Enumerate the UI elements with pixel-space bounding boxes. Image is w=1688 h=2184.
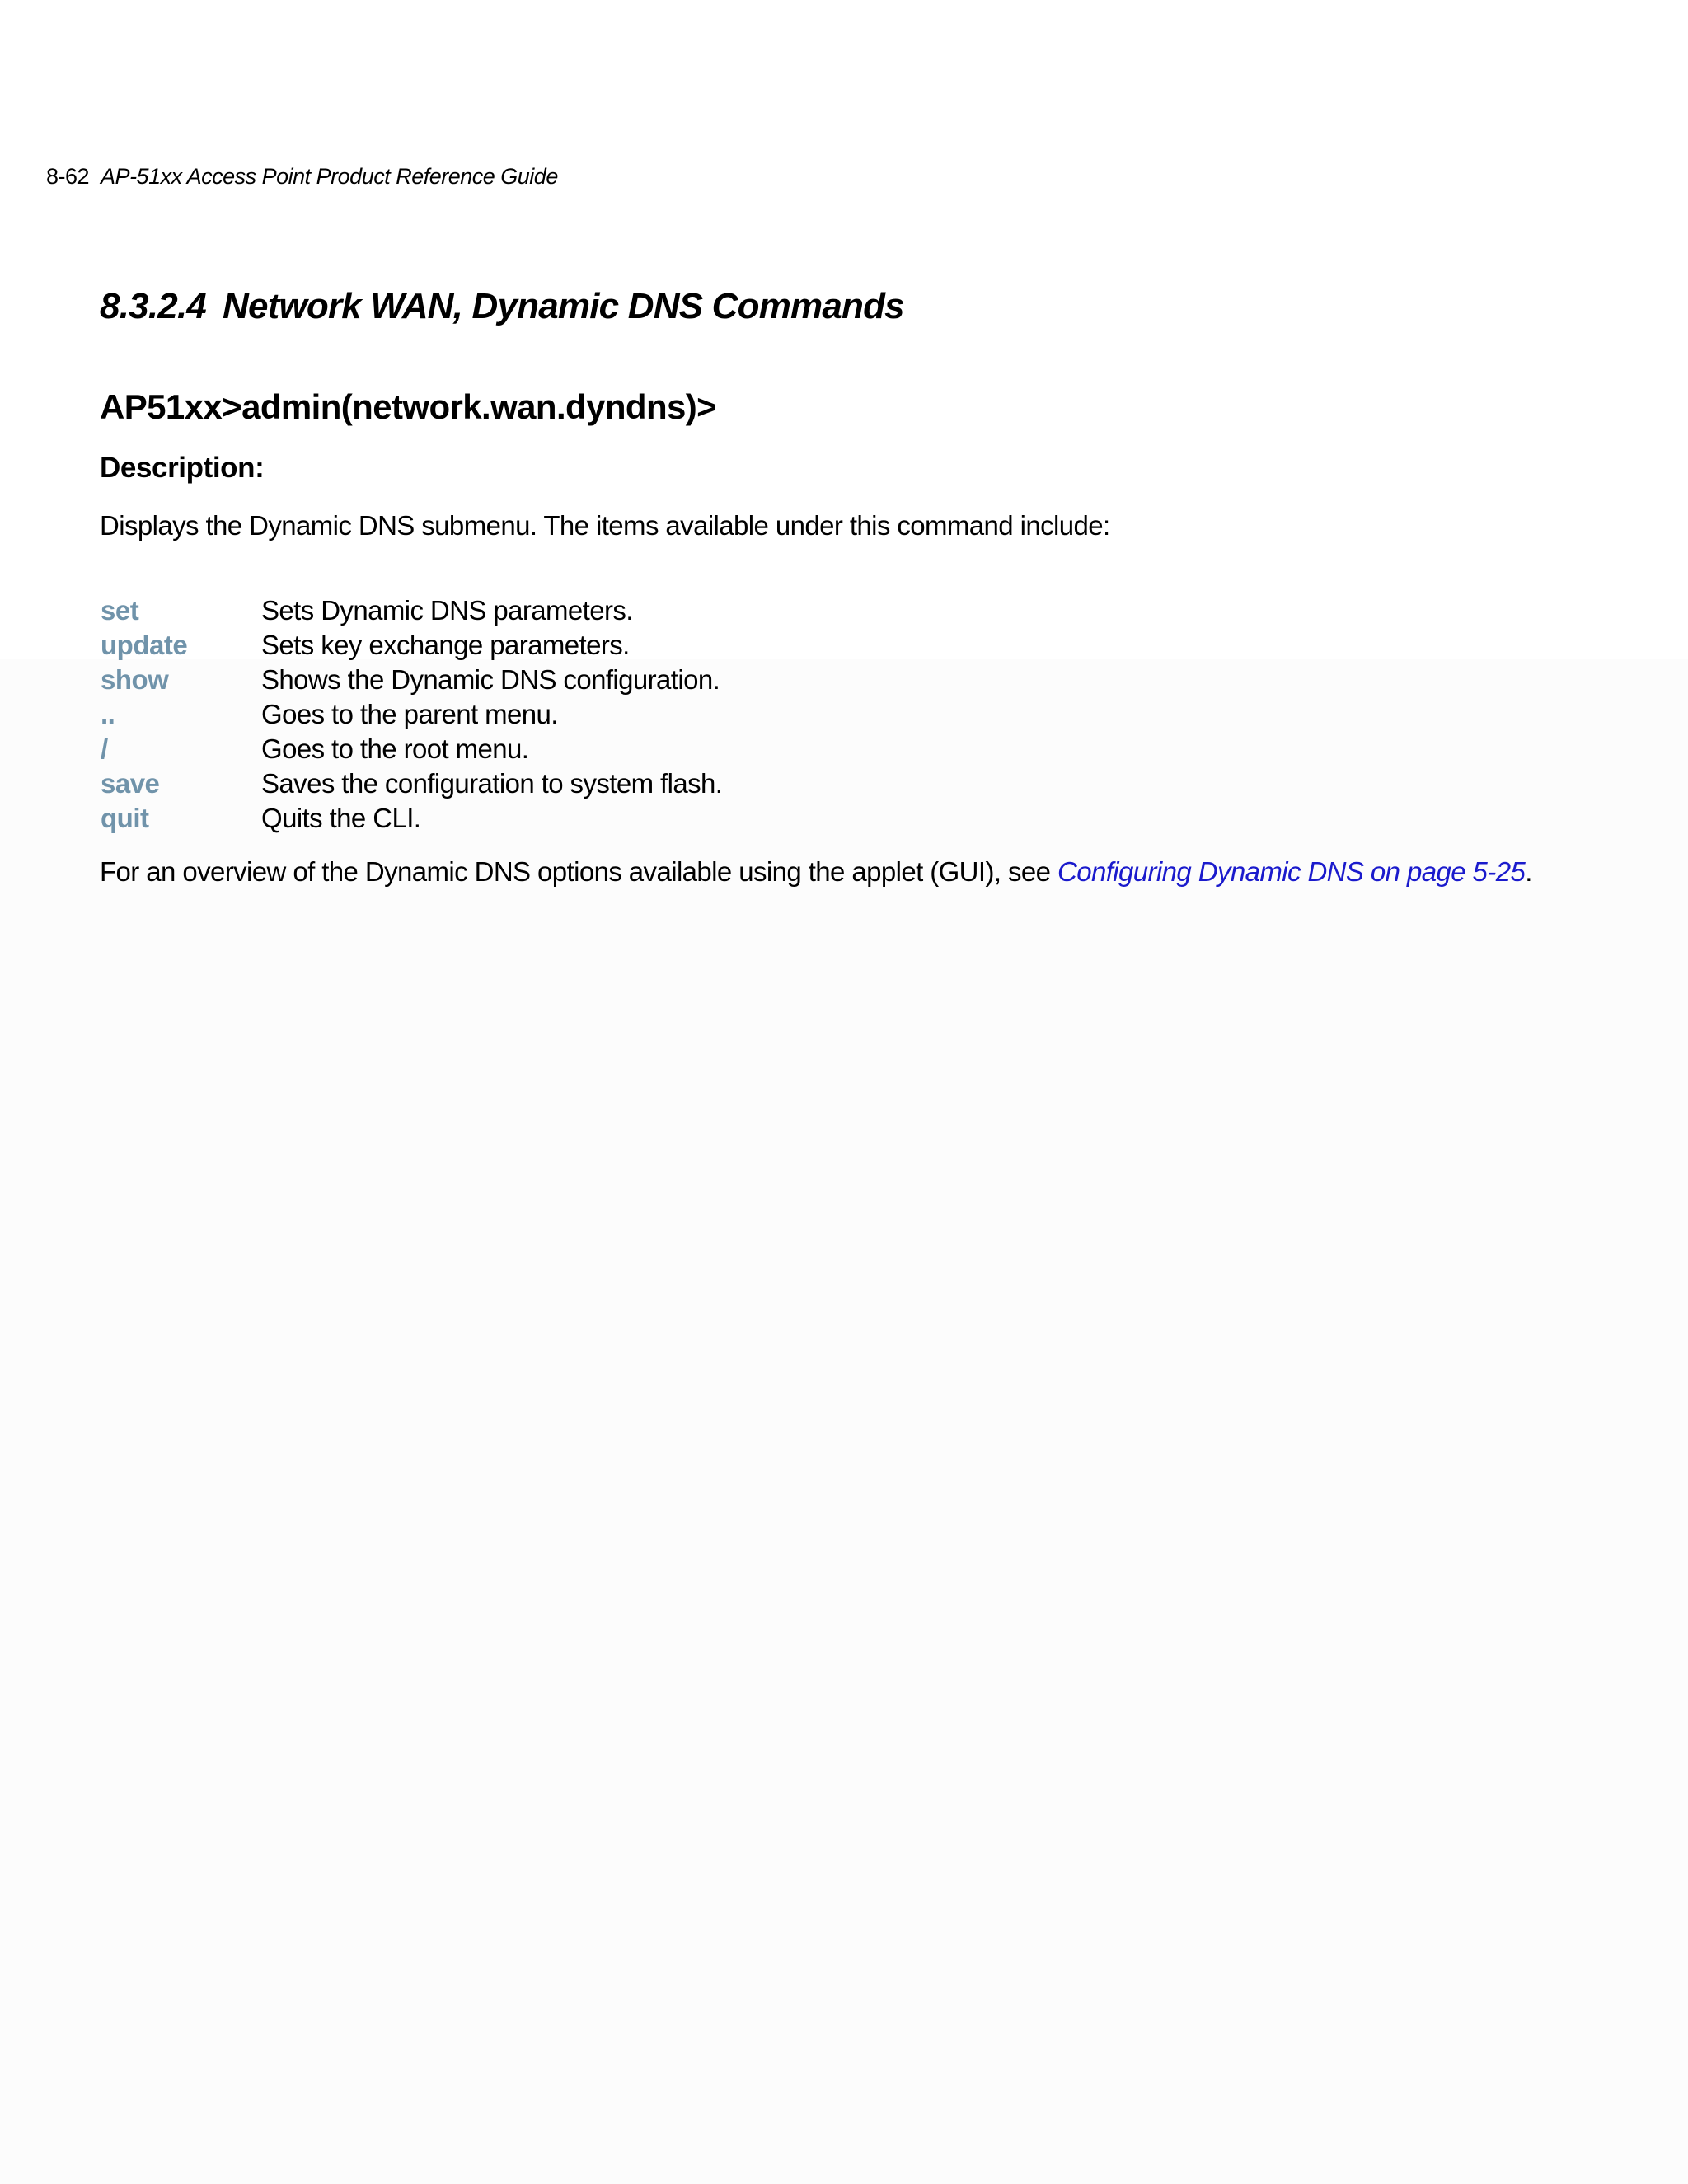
command-name: update — [101, 630, 188, 660]
command-path-heading: AP51xx>admin(network.wan.dyndns)> — [100, 387, 717, 426]
command-description: Sets key exchange parameters. — [261, 630, 630, 660]
command-name: .. — [101, 699, 115, 729]
command-row — [101, 766, 1419, 801]
guide-title: AP-51xx Access Point Product Reference Guide — [101, 164, 558, 189]
command-description: Shows the Dynamic DNS configuration. — [261, 664, 720, 695]
section-heading — [100, 284, 904, 330]
command-description: Quits the CLI. — [261, 803, 421, 833]
command-row — [101, 801, 1419, 836]
section-title: Network WAN, Dynamic DNS Commands — [222, 286, 904, 326]
command-row — [101, 628, 1419, 663]
command-description: Goes to the root menu. — [261, 733, 529, 764]
command-row — [101, 593, 1419, 628]
command-description: Saves the configuration to system flash. — [261, 768, 723, 799]
cross-reference-link[interactable]: Configuring Dynamic DNS on page 5-25 — [1057, 856, 1526, 887]
command-row — [101, 732, 1419, 766]
overview-paragraph — [100, 854, 1532, 890]
command-name: set — [101, 595, 139, 626]
command-name: quit — [101, 803, 149, 833]
overview-period: . — [1525, 856, 1532, 887]
command-name: save — [101, 768, 160, 799]
section-number: 8.3.2.4 — [100, 286, 206, 326]
command-list — [101, 593, 1419, 836]
description-text: Displays the Dynamic DNS submenu. The items available under this command include: — [100, 510, 1110, 541]
page-number: 8-62 — [46, 164, 90, 189]
overview-text: For an overview of the Dynamic DNS options available using the applet (GUI), see — [100, 856, 1057, 887]
command-row — [101, 697, 1419, 732]
command-description: Sets Dynamic DNS parameters. — [261, 595, 633, 626]
command-name: / — [101, 733, 108, 764]
command-description: Goes to the parent menu. — [261, 699, 558, 729]
running-header — [46, 162, 558, 191]
command-row — [101, 663, 1419, 697]
command-name: show — [101, 664, 169, 695]
description-label: Description: — [100, 452, 265, 484]
